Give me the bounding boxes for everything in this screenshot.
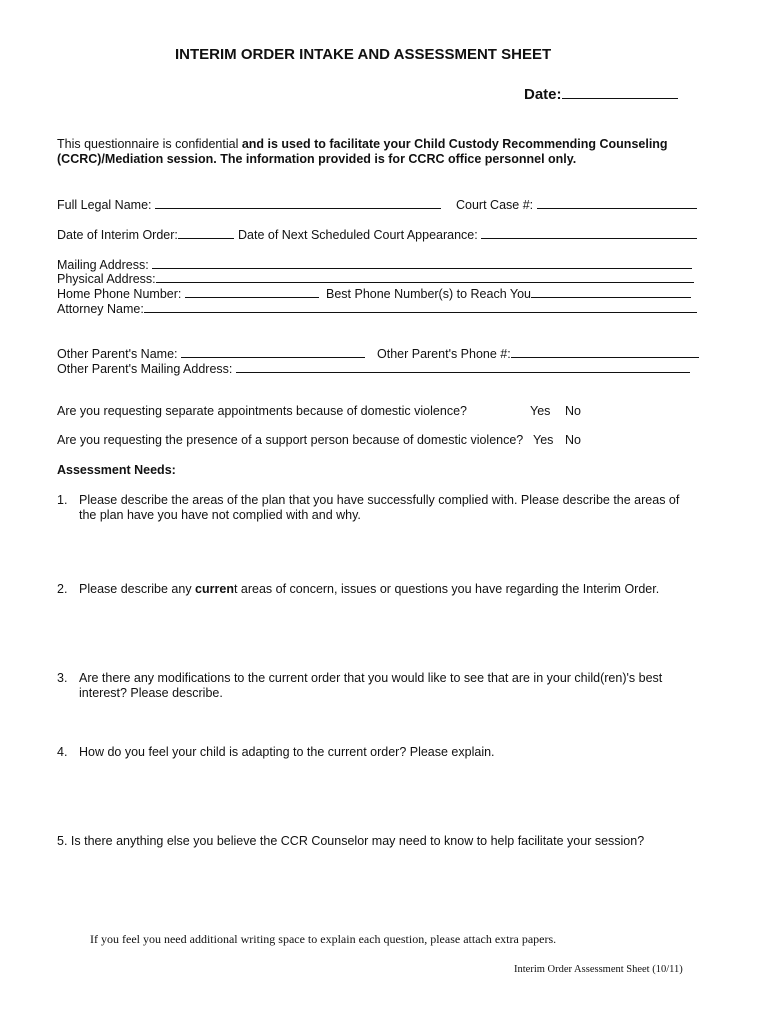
other-parent-name-blank[interactable] xyxy=(181,345,365,358)
item-text: Please describe the areas of the plan that you have successfully complied with. Please describe the areas of xyxy=(79,493,680,507)
court-case-label: Court Case #: xyxy=(456,198,534,212)
attorney-name-label: Attorney Name: xyxy=(57,302,144,316)
dv-separate-no[interactable]: No xyxy=(565,404,581,418)
other-parent-mailing-label: Other Parent's Mailing Address: xyxy=(57,362,233,376)
full-legal-name-label: Full Legal Name: xyxy=(57,198,152,212)
assessment-item-5 xyxy=(57,834,644,849)
attorney-name-row[interactable] xyxy=(57,300,697,317)
dv-support-no[interactable]: No xyxy=(565,433,581,447)
extra-space-note: If you feel you need additional writing space to explain each question, please attach extra papers. xyxy=(90,932,557,946)
attorney-name-blank[interactable] xyxy=(144,300,697,313)
court-case-blank[interactable] xyxy=(537,196,697,209)
intro-bold-1: and is used to facilitate your Child Custody Recommending Counseling xyxy=(241,137,668,151)
assessment-item-4 xyxy=(57,745,495,760)
date-label: Date: xyxy=(524,86,562,103)
date-blank[interactable] xyxy=(562,84,678,99)
intro-plain: This questionnaire is confidential xyxy=(57,137,242,151)
home-phone-blank[interactable] xyxy=(185,285,319,298)
intro-line-1 xyxy=(57,137,668,152)
dv-separate-yes[interactable]: Yes xyxy=(530,404,551,418)
other-parent-mailing-blank[interactable] xyxy=(236,360,690,373)
court-case-row[interactable] xyxy=(456,196,697,213)
item-number: 5. xyxy=(57,834,68,848)
physical-address-blank[interactable] xyxy=(156,270,694,283)
page-title: INTERIM ORDER INTAKE AND ASSESSMENT SHEET xyxy=(175,46,552,63)
next-court-appearance-label: Date of Next Scheduled Court Appearance: xyxy=(238,228,478,242)
item-text: Are there any modifications to the current order that you would like to see that are in your child(ren)'s best xyxy=(79,671,663,685)
item-number: 1. xyxy=(57,493,68,507)
date-interim-order-label: Date of Interim Order: xyxy=(57,228,178,242)
intro-line-2: (CCRC)/Mediation session. The information provided is for CCRC office personnel only. xyxy=(57,152,577,166)
other-parent-phone-label: Other Parent's Phone #: xyxy=(377,347,511,361)
assessment-item-3-cont: interest? Please describe. xyxy=(79,686,223,700)
other-parent-name-label: Other Parent's Name: xyxy=(57,347,178,361)
item-number: 2. xyxy=(57,582,68,596)
dv-support-yes[interactable]: Yes xyxy=(533,433,554,447)
form-id: Interim Order Assessment Sheet (10/11) xyxy=(514,964,683,975)
assessment-item-1-cont: the plan have you have not complied with and why. xyxy=(79,508,361,522)
item-text-pre: Please describe any xyxy=(79,582,196,596)
mailing-address-label: Mailing Address: xyxy=(57,258,149,272)
item-text-post: t areas of concern, issues or questions you have regarding the Interim Order. xyxy=(233,582,660,596)
dv-separate-question: Are you requesting separate appointments because of domestic violence? xyxy=(57,404,467,418)
item-number: 3. xyxy=(57,671,68,685)
item-text: How do you feel your child is adapting to the current order? Please explain. xyxy=(79,745,495,759)
dv-support-question: Are you requesting the presence of a support person because of domestic violence? xyxy=(57,433,524,447)
physical-address-label: Physical Address: xyxy=(57,272,156,286)
next-court-appearance-row[interactable] xyxy=(238,226,697,243)
full-legal-name-blank[interactable] xyxy=(155,196,441,209)
best-phone-blank[interactable] xyxy=(531,285,691,298)
date-field[interactable] xyxy=(524,84,678,103)
next-court-appearance-blank[interactable] xyxy=(481,226,697,239)
full-legal-name-row[interactable] xyxy=(57,196,441,213)
home-phone-label: Home Phone Number: xyxy=(57,287,182,301)
assessment-item-1 xyxy=(57,493,679,508)
date-interim-order-row[interactable] xyxy=(57,226,234,243)
assessment-item-3 xyxy=(57,671,662,686)
other-parent-phone-blank[interactable] xyxy=(511,345,699,358)
item-text-bold: curren xyxy=(195,582,234,596)
assessment-heading: Assessment Needs: xyxy=(57,463,176,477)
item-text: Is there anything else you believe the CCR Counselor may need to know to help facilitate your session? xyxy=(70,834,645,848)
mailing-address-blank[interactable] xyxy=(152,256,692,269)
other-parent-mailing-row[interactable] xyxy=(57,360,690,377)
assessment-item-2 xyxy=(57,582,659,597)
item-number: 4. xyxy=(57,745,68,759)
date-interim-order-blank[interactable] xyxy=(178,226,234,239)
best-phone-label: Best Phone Number(s) to Reach You xyxy=(326,287,531,301)
